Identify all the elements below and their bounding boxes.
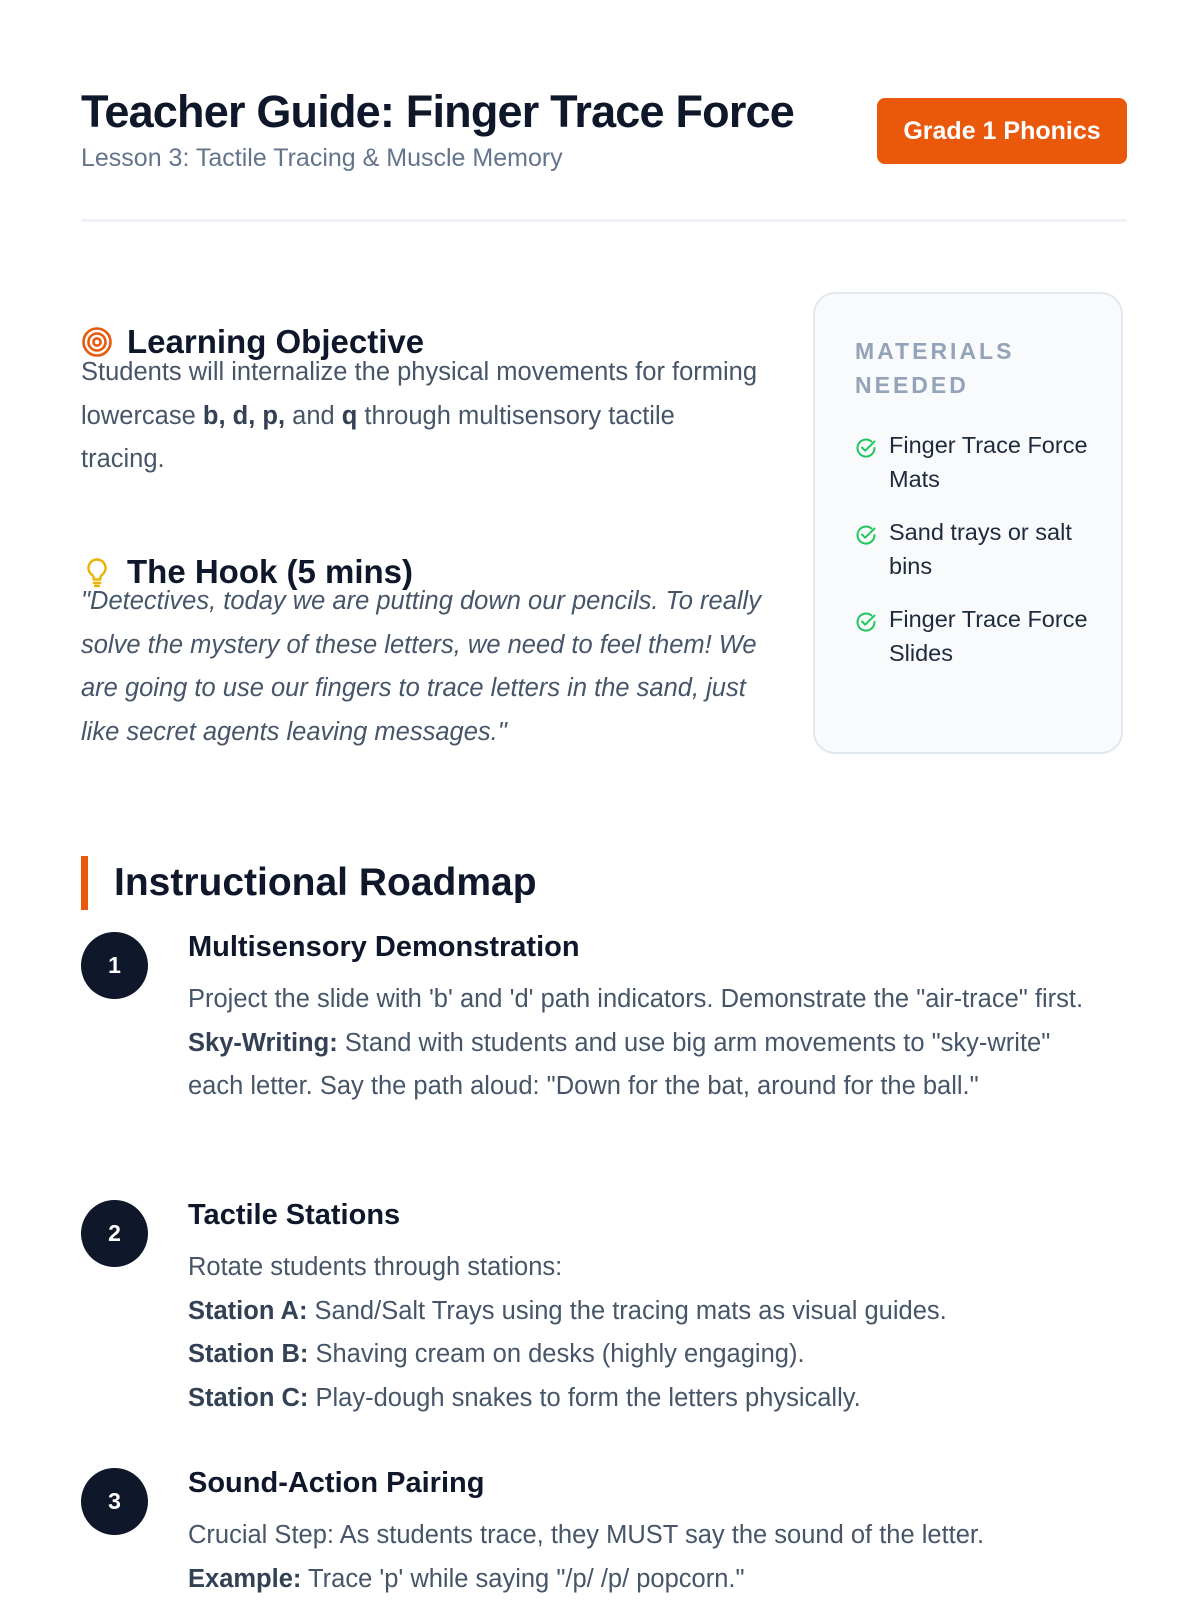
hook-label: The Hook (5 mins): [127, 553, 413, 591]
page-header: [81, 80, 1127, 222]
hook-quote: "Detectives, today we are putting down our pencils. To really solve the mystery of these letters, we need to feel them! We are going to use our fingers to trace letters in the sand, just like secret agents leaving messages.": [81, 580, 771, 754]
roadmap-heading: Instructional Roadmap: [81, 856, 537, 910]
learning-objective-label: Learning Objective: [127, 323, 424, 361]
step-number-badge: 1: [81, 932, 148, 999]
materials-item: [855, 515, 1095, 583]
step-text: [188, 1022, 1108, 1109]
station-text: Play-dough snakes to form the letters physically.: [308, 1384, 860, 1412]
grade-badge: Grade 1 Phonics: [877, 98, 1127, 164]
station-line: [188, 1333, 1108, 1377]
objective-last-letter: q: [342, 402, 358, 430]
step-title: Tactile Stations: [188, 1198, 400, 1233]
materials-list: [855, 428, 1095, 689]
step-body: [188, 978, 1108, 1109]
step-text: [188, 1558, 1108, 1601]
station-label: Station B:: [188, 1340, 308, 1368]
station-label: Station A:: [188, 1297, 307, 1325]
station-line: [188, 1290, 1108, 1334]
station-line: [188, 1377, 1108, 1421]
check-circle-icon: [855, 437, 877, 459]
materials-title: MATERIALS NEEDED: [855, 334, 1055, 402]
objective-letters: b, d, p,: [203, 402, 285, 430]
materials-item-label: Sand trays or salt bins: [889, 515, 1095, 583]
header-divider: [81, 219, 1127, 222]
step-body: [188, 1246, 1108, 1420]
station-text: Shaving cream on desks (highly engaging).: [308, 1340, 804, 1368]
objective-text-start: Students will internalize the physical movements for forming lowercase: [81, 358, 757, 430]
step-label: Example:: [188, 1565, 301, 1593]
station-text: Sand/Salt Trays using the tracing mats as visual guides.: [307, 1297, 946, 1325]
step-number-badge: 2: [81, 1200, 148, 1267]
step-text: Rotate students through stations:: [188, 1246, 1108, 1290]
learning-objective-text: [81, 351, 761, 482]
step-body: [188, 1514, 1108, 1601]
page-subtitle: Lesson 3: Tactile Tracing & Muscle Memory: [81, 142, 563, 175]
station-label: Station C:: [188, 1384, 308, 1412]
step-title: Sound-Action Pairing: [188, 1466, 484, 1501]
check-circle-icon: [855, 611, 877, 633]
step-text: Crucial Step: As students trace, they MUST say the sound of the letter.: [188, 1514, 1108, 1558]
materials-item: [855, 428, 1095, 496]
step-detail: Stand with students and use big arm movements to "sky-write" each letter. Say the path aloud: "Down for the bat, around for the ball.": [188, 1029, 1050, 1101]
page-title: Teacher Guide: Finger Trace Force: [81, 85, 794, 139]
check-circle-icon: [855, 524, 877, 546]
step-title: Multisensory Demonstration: [188, 930, 580, 965]
materials-card: [813, 292, 1123, 754]
materials-item: [855, 602, 1095, 670]
step-number-badge: 3: [81, 1468, 148, 1535]
objective-text-end: through multisensory tactile tracing.: [81, 402, 675, 474]
step-label: Sky-Writing:: [188, 1029, 338, 1057]
materials-item-label: Finger Trace Force Slides: [889, 602, 1095, 670]
objective-text-and: and: [285, 402, 342, 430]
materials-item-label: Finger Trace Force Mats: [889, 428, 1095, 496]
step-detail: Trace 'p' while saying "/p/ /p/ popcorn.": [301, 1565, 744, 1593]
step-text: Project the slide with 'b' and 'd' path indicators. Demonstrate the "air-trace" first.: [188, 978, 1108, 1022]
